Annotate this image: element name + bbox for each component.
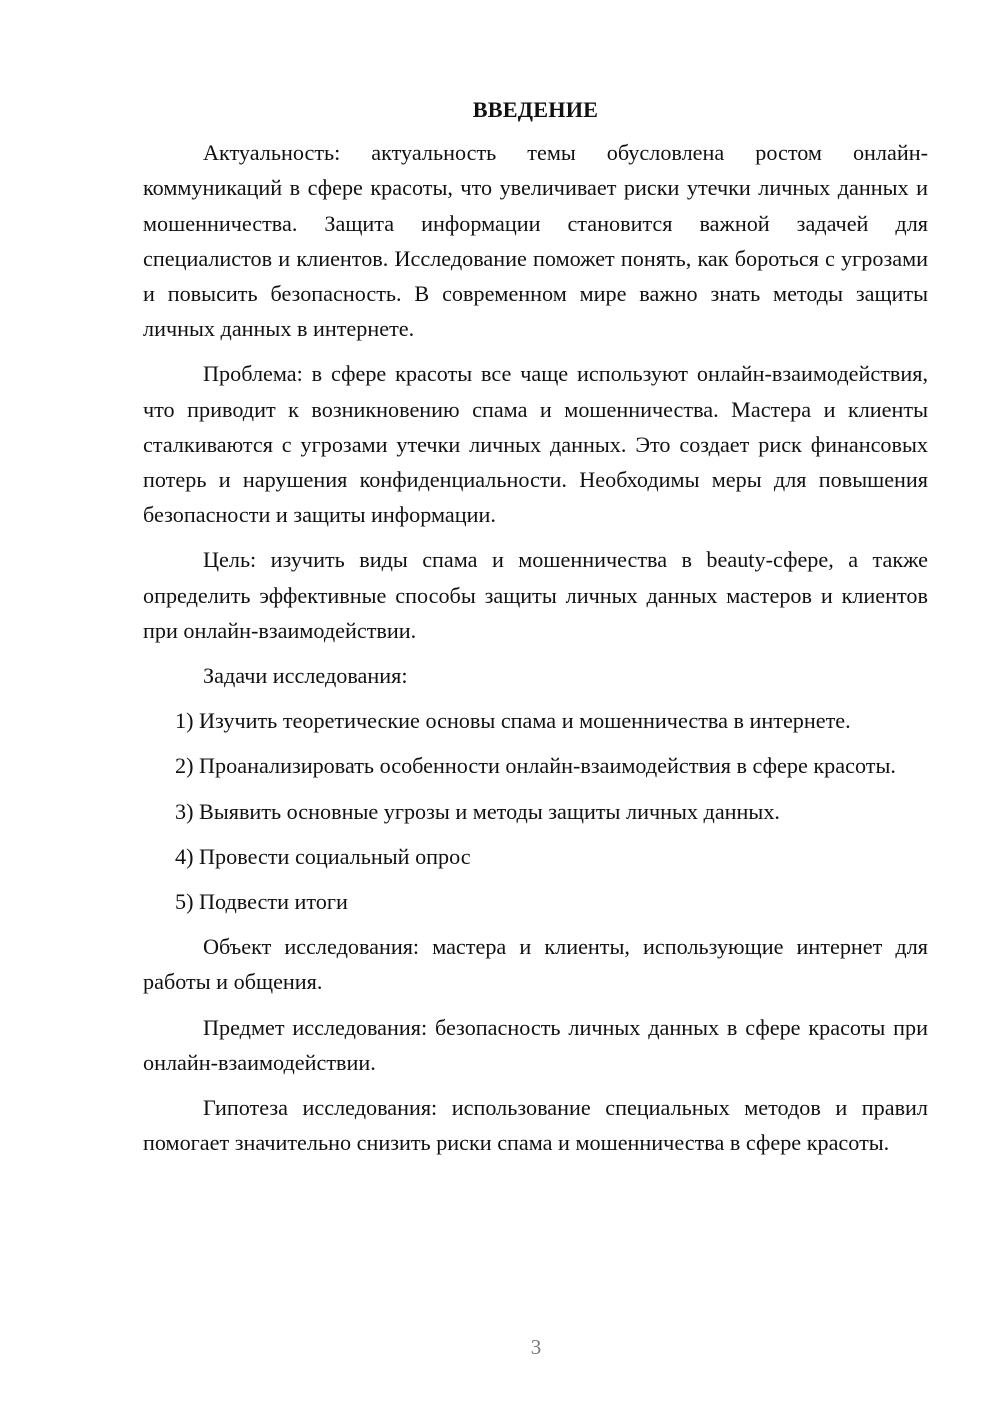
list-item: 3) Выявить основные угрозы и методы защиты личных данных. bbox=[175, 798, 780, 824]
relevance-paragraph: Актуальность: актуальность темы обусловлена ростом онлайн-коммуникаций в сфере красоты, что увеличивает риски утечки личных данных и мошенничества. Защита информации становится важной задачей для специалистов и клиентов. Исследование поможет понять, как бороться с угрозами и повысить безопасность. В современном мире важно знать методы защиты личных данных в интернете. bbox=[143, 140, 928, 342]
list-item: 4) Провести социальный опрос bbox=[175, 843, 471, 869]
goal-paragraph: Цель: изучить виды спама и мошенничества в beauty-сфере, а также определить эффективные способы защиты личных данных мастеров и клиентов при онлайн-взаимодействии. bbox=[143, 547, 928, 643]
page-title: ВВЕДЕНИЕ bbox=[472, 97, 599, 122]
hypothesis-paragraph: Гипотеза исследования: использование специальных методов и правил помогает значительно снизить риски спама и мошенничества в сфере красоты. bbox=[143, 1095, 928, 1156]
page-content bbox=[143, 92, 928, 1170]
list-item: 1) Изучить теоретические основы спама и мошенничества в интернете. bbox=[175, 708, 851, 734]
object-paragraph: Объект исследования: мастера и клиенты, использующие интернет для работы и общения. bbox=[143, 934, 928, 995]
tasks-list bbox=[143, 703, 928, 919]
tasks-heading: Задачи исследования: bbox=[203, 663, 408, 689]
page-number: 3 bbox=[530, 1335, 542, 1359]
list-item: 5) Подвести итоги bbox=[175, 889, 348, 915]
subject-paragraph: Предмет исследования: безопасность личных данных в сфере красоты при онлайн-взаимодействии. bbox=[143, 1014, 928, 1075]
problem-paragraph: Проблема: в сфере красоты все чаще используют онлайн-взаимодействия, что приводит к возникновению спама и мошенничества. Мастера и клиенты сталкиваются с угрозами утечки личных данных. Это создает риск финансовых потерь и нарушения конфиденциальности. Необходимы меры для повышения безопасности и защиты информации. bbox=[143, 361, 928, 528]
list-item: 2) Проанализировать особенности онлайн-взаимодействия в сфере красоты. bbox=[175, 753, 896, 779]
